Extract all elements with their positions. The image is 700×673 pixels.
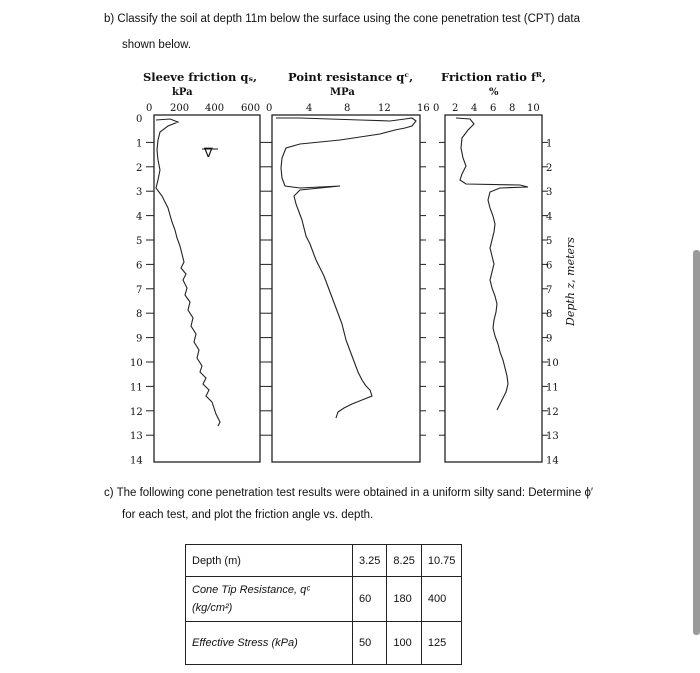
friction-ratio-trace [456,118,528,410]
table-cell: 8.25 [387,545,421,577]
tick-friction-8: 8 [509,103,516,114]
depth-label-right: 3 [546,187,553,199]
panel-title-point: Point resistance qᶜ, [288,70,414,84]
table-cell: 10.75 [421,545,462,577]
depth-label-right: 2 [546,162,553,174]
tick-sleeve-200: 200 [170,103,190,114]
row-label-cone-tip-line1: Cone Tip Resistance, qᶜ [192,584,311,596]
depth-label-left: 12 [130,406,143,418]
panel-frame-point [272,115,420,462]
tick-friction-4: 4 [471,103,478,114]
row-label-cone-tip [186,577,353,622]
table-row [186,545,462,577]
depth-label-right: 5 [546,236,553,247]
depth-label-right: 6 [546,260,553,272]
table-cell: 60 [353,577,387,622]
depth-label-right: 9 [546,333,553,345]
table-cell: 400 [421,577,462,622]
water-table-icon: ∇ [204,145,213,160]
tick-point-8: 8 [344,103,351,114]
depth-label-left: 9 [136,333,143,345]
panel-frame-sleeve [154,115,260,462]
row-label-cone-tip-line2: (kg/cm²) [192,602,233,614]
row-label-effective-stress: Effective Stress (kPa) [186,622,353,665]
cpt-results-table [185,544,462,665]
depth-label-left: 2 [136,162,143,174]
question-c-text: c) The following cone penetration test results were obtained in a uniform silty sand: Determine ϕ′ [104,487,594,499]
depth-label-left: 7 [136,284,143,296]
table-row [186,622,462,665]
depth-label-left: 11 [130,382,143,394]
tick-friction-6: 6 [490,103,497,114]
tick-friction-2: 2 [452,103,459,114]
tick-point-16: 16 [417,103,430,114]
depth-label-right: 8 [546,309,553,321]
depth-label-right: 7 [546,284,553,296]
depth-axis-label: Depth z, meters [564,237,577,326]
panel-unit-sleeve: kPa [172,87,193,98]
depth-label-right: 11 [546,382,559,394]
depth-label-left: 0 [136,114,143,125]
depth-label-left: 4 [136,211,143,223]
panel-unit-friction: % [489,87,499,98]
question-c-text-cont: for each test, and plot the friction angle vs. depth. [122,509,374,521]
point-resistance-trace [276,118,416,418]
depth-label-right: 12 [546,406,559,418]
sleeve-friction-trace [156,119,220,426]
table-cell: 3.25 [353,545,387,577]
panel-title-sleeve: Sleeve friction qₛ, [143,70,257,84]
tick-point-4: 4 [306,103,313,114]
panel-unit-point: MPa [330,87,355,98]
tick-sleeve-600: 600 [241,103,261,114]
depth-label-left: 5 [136,236,143,247]
table-cell: 50 [353,622,387,665]
question-b-text: b) Classify the soil at depth 11m below the surface using the cone penetration test (CPT) data [104,13,581,25]
tick-friction-0: 0 [433,103,440,114]
depth-label-left: 10 [130,358,143,369]
tick-sleeve-0: 0 [146,103,153,114]
depth-label-right: 13 [546,431,559,443]
depth-label-left: 8 [136,309,143,321]
depth-label-left: 13 [130,431,143,443]
table-cell: 100 [387,622,421,665]
vertical-scrollbar[interactable] [693,250,700,635]
depth-label-left: 14 [130,455,143,467]
table-cell: 125 [421,622,462,665]
depth-label-left: 3 [136,187,143,199]
depth-label-right: 10 [546,358,559,369]
depth-label-right: 14 [546,455,559,467]
question-b-text-cont: shown below. [122,39,192,51]
table-row [186,577,462,622]
table-cell: 180 [387,577,421,622]
tick-point-0: 0 [266,103,273,114]
panel-title-friction: Friction ratio fᴿ, [441,70,546,84]
tick-friction-10: 10 [527,103,540,114]
panel-frame-friction [445,115,542,462]
depth-label-left: 1 [136,138,143,150]
row-label-depth: Depth (m) [186,545,353,577]
depth-label-right: 1 [546,138,553,150]
tick-sleeve-400: 400 [205,103,225,114]
depth-label-left: 6 [136,260,143,272]
tick-point-12: 12 [378,103,391,114]
depth-label-right: 4 [546,211,553,223]
